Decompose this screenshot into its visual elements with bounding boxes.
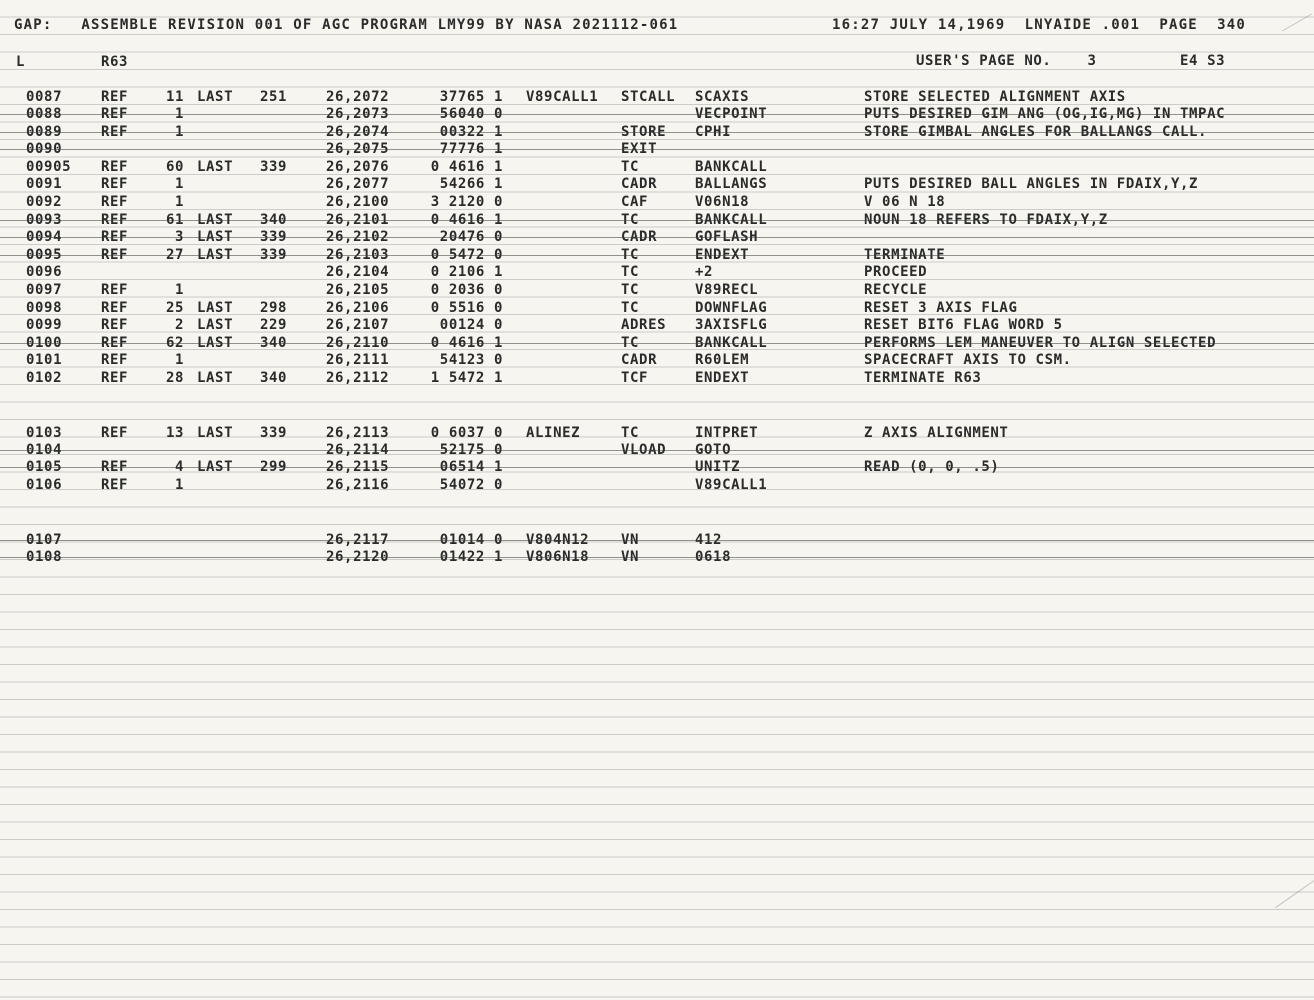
opcode: TC: [621, 300, 640, 316]
address: 26,2111: [326, 352, 390, 368]
last-page: 339: [260, 425, 288, 441]
last-page: 298: [260, 300, 288, 316]
last-flag: LAST: [197, 229, 234, 245]
header-timestamp: 16:27 JULY 14,1969 LNYAIDE .001 PAGE 340: [832, 17, 1247, 33]
listing-row: [0, 300, 1314, 317]
last-page: 299: [260, 459, 288, 475]
comment: PERFORMS LEM MANEUVER TO ALIGN SELECTED: [864, 335, 1217, 351]
comment: PUTS DESIRED GIM ANG (OG,IG,MG) IN TMPAC: [864, 106, 1226, 122]
comment: RECYCLE: [864, 282, 928, 298]
comment: NOUN 18 REFERS TO FDAIX,Y,Z: [864, 212, 1108, 228]
ref-count: 1: [174, 176, 184, 192]
opcode: STCALL: [621, 89, 676, 105]
ref-count: 2: [174, 317, 184, 333]
paper-crease: [1275, 873, 1314, 908]
last-page: 229: [260, 317, 288, 333]
ref-flag: REF: [101, 89, 129, 105]
address: 26,2100: [326, 194, 390, 210]
symbol-label: V806N18: [526, 549, 590, 565]
octal-word: 0 2106 1: [430, 264, 503, 280]
ref-flag: REF: [101, 317, 129, 333]
ref-count: 11: [165, 89, 184, 105]
address: 26,2102: [326, 229, 390, 245]
address: 26,2115: [326, 459, 390, 475]
operand: V89RECL: [695, 282, 759, 298]
line-number: 0091: [26, 176, 63, 192]
octal-word: 0 4616 1: [430, 212, 503, 228]
address: 26,2072: [326, 89, 390, 105]
listing-row: [0, 124, 1314, 141]
operand: VECPOINT: [695, 106, 768, 122]
octal-word: 0 4616 1: [430, 335, 503, 351]
opcode: VN: [621, 532, 640, 548]
octal-word: 3 2120 0: [430, 194, 503, 210]
ref-count: 1: [174, 194, 184, 210]
octal-word: 54123 0: [439, 352, 503, 368]
octal-word: 1 5472 1: [430, 370, 503, 386]
octal-word: 37765 1: [439, 89, 503, 105]
line-number: 0108: [26, 549, 63, 565]
line-number: 0105: [26, 459, 63, 475]
line-number: 0088: [26, 106, 63, 122]
address: 26,2107: [326, 317, 390, 333]
operand: R60LEM: [695, 352, 750, 368]
octal-word: 56040 0: [439, 106, 503, 122]
line-number: 0096: [26, 264, 63, 280]
listing-row: [0, 212, 1314, 229]
opcode: CADR: [621, 352, 658, 368]
line-number: 0103: [26, 425, 63, 441]
listing-row: [0, 425, 1314, 442]
routine-name: R63: [101, 54, 129, 70]
ref-count: 25: [165, 300, 184, 316]
address: 26,2101: [326, 212, 390, 228]
operand: INTPRET: [695, 425, 759, 441]
listing-row: [0, 352, 1314, 369]
comment: TERMINATE R63: [864, 370, 982, 386]
address: 26,2074: [326, 124, 390, 140]
opcode: VN: [621, 549, 640, 565]
last-flag: LAST: [197, 425, 234, 441]
listing-row: [0, 89, 1314, 106]
address: 26,2075: [326, 141, 390, 157]
last-flag: LAST: [197, 370, 234, 386]
ref-flag: REF: [101, 247, 129, 263]
last-page: 340: [260, 335, 288, 351]
listing-row: [0, 176, 1314, 193]
ref-count: 27: [165, 247, 184, 263]
opcode: VLOAD: [621, 442, 667, 458]
last-flag: LAST: [197, 335, 234, 351]
last-flag: LAST: [197, 317, 234, 333]
operand: 412: [695, 532, 723, 548]
symbol-label: ALINEZ: [526, 425, 581, 441]
operand: CPHI: [695, 124, 732, 140]
ref-count: 60: [165, 159, 184, 175]
listing-row: [0, 317, 1314, 334]
line-number: 0093: [26, 212, 63, 228]
line-number: 0101: [26, 352, 63, 368]
opcode: TC: [621, 335, 640, 351]
ref-flag: REF: [101, 477, 129, 493]
last-page: 251: [260, 89, 288, 105]
opcode: CADR: [621, 176, 658, 192]
ref-count: 1: [174, 282, 184, 298]
opcode: ADRES: [621, 317, 667, 333]
opcode: CAF: [621, 194, 649, 210]
symbol-label: V804N12: [526, 532, 590, 548]
listing-row: [0, 335, 1314, 352]
operand: UNITZ: [695, 459, 741, 475]
operand: BALLANGS: [695, 176, 768, 192]
octal-word: 54266 1: [439, 176, 503, 192]
address: 26,2113: [326, 425, 390, 441]
ref-flag: REF: [101, 124, 129, 140]
octal-word: 0 5472 0: [430, 247, 503, 263]
octal-word: 77776 1: [439, 141, 503, 157]
opcode: TC: [621, 159, 640, 175]
opcode: TC: [621, 212, 640, 228]
header-title: GAP: ASSEMBLE REVISION 001 OF AGC PROGRAM LMY99 BY NASA 2021112-061: [14, 17, 679, 33]
comment: Z AXIS ALIGNMENT: [864, 425, 1009, 441]
ref-count: 62: [165, 335, 184, 351]
ref-count: 61: [165, 212, 184, 228]
address: 26,2076: [326, 159, 390, 175]
operand: SCAXIS: [695, 89, 750, 105]
ref-flag: REF: [101, 352, 129, 368]
listing-row: [0, 247, 1314, 264]
listing-row: [0, 106, 1314, 123]
octal-word: 20476 0: [439, 229, 503, 245]
ref-flag: REF: [101, 229, 129, 245]
comment: RESET 3 AXIS FLAG: [864, 300, 1018, 316]
opcode: TC: [621, 425, 640, 441]
ref-count: 1: [174, 106, 184, 122]
address: 26,2077: [326, 176, 390, 192]
address: 26,2103: [326, 247, 390, 263]
last-page: 339: [260, 229, 288, 245]
address: 26,2105: [326, 282, 390, 298]
line-number: 0098: [26, 300, 63, 316]
opcode: CADR: [621, 229, 658, 245]
address: 26,2117: [326, 532, 390, 548]
line-number: 0100: [26, 335, 63, 351]
listing-row: [0, 370, 1314, 387]
address: 26,2120: [326, 549, 390, 565]
listing-row: [0, 442, 1314, 459]
octal-word: 0 5516 0: [430, 300, 503, 316]
listing-row: [0, 549, 1314, 566]
operand: GOFLASH: [695, 229, 759, 245]
address: 26,2110: [326, 335, 390, 351]
operand: V06N18: [695, 194, 750, 210]
address: 26,2106: [326, 300, 390, 316]
comment: PUTS DESIRED BALL ANGLES IN FDAIX,Y,Z: [864, 176, 1199, 192]
octal-word: 00124 0: [439, 317, 503, 333]
last-flag: LAST: [197, 459, 234, 475]
ref-count: 4: [174, 459, 184, 475]
octal-word: 52175 0: [439, 442, 503, 458]
octal-word: 0 4616 1: [430, 159, 503, 175]
ref-count: 28: [165, 370, 184, 386]
ref-flag: REF: [101, 335, 129, 351]
line-number: 0107: [26, 532, 63, 548]
last-page: 339: [260, 247, 288, 263]
line-number: 0097: [26, 282, 63, 298]
operand: V89CALL1: [695, 477, 768, 493]
line-number: 0104: [26, 442, 63, 458]
octal-word: 0 2036 0: [430, 282, 503, 298]
operand: BANKCALL: [695, 335, 768, 351]
last-flag: LAST: [197, 212, 234, 228]
listing-row: [0, 229, 1314, 246]
comment: TERMINATE: [864, 247, 946, 263]
line-number: 0092: [26, 194, 63, 210]
ref-flag: REF: [101, 212, 129, 228]
opcode: TC: [621, 264, 640, 280]
listing-row: [0, 159, 1314, 176]
octal-word: 06514 1: [439, 459, 503, 475]
line-number: 0089: [26, 124, 63, 140]
opcode: STORE: [621, 124, 667, 140]
operand: ENDEXT: [695, 370, 750, 386]
operand: BANKCALL: [695, 159, 768, 175]
line-number: 0102: [26, 370, 63, 386]
opcode: TCF: [621, 370, 649, 386]
user-page-number: USER'S PAGE NO. 3: [916, 53, 1097, 69]
listing-row: [0, 477, 1314, 494]
last-flag: LAST: [197, 159, 234, 175]
comment: PROCEED: [864, 264, 928, 280]
listing-row: [0, 141, 1314, 158]
ref-flag: REF: [101, 300, 129, 316]
line-number: 0106: [26, 477, 63, 493]
opcode: TC: [621, 282, 640, 298]
ref-flag: REF: [101, 459, 129, 475]
octal-word: 54072 0: [439, 477, 503, 493]
operand: BANKCALL: [695, 212, 768, 228]
page-code: E4 S3: [1180, 53, 1226, 69]
ref-flag: REF: [101, 282, 129, 298]
comment: STORE SELECTED ALIGNMENT AXIS: [864, 89, 1126, 105]
line-number: 0094: [26, 229, 63, 245]
operand: 0618: [695, 549, 732, 565]
line-number: 0087: [26, 89, 63, 105]
ref-count: 1: [174, 352, 184, 368]
listing-row: [0, 459, 1314, 476]
last-flag: LAST: [197, 89, 234, 105]
octal-word: 0 6037 0: [430, 425, 503, 441]
line-number: 0099: [26, 317, 63, 333]
operand: ENDEXT: [695, 247, 750, 263]
operand: DOWNFLAG: [695, 300, 768, 316]
ref-count: 1: [174, 477, 184, 493]
listing-row: [0, 282, 1314, 299]
address: 26,2116: [326, 477, 390, 493]
last-flag: LAST: [197, 300, 234, 316]
octal-word: 00322 1: [439, 124, 503, 140]
last-page: 340: [260, 370, 288, 386]
address: 26,2114: [326, 442, 390, 458]
ref-flag: REF: [101, 425, 129, 441]
symbol-label: V89CALL1: [526, 89, 599, 105]
ref-flag: REF: [101, 106, 129, 122]
ref-flag: REF: [101, 194, 129, 210]
comment: READ (0, 0, .5): [864, 459, 1000, 475]
address: 26,2112: [326, 370, 390, 386]
ref-count: 1: [174, 124, 184, 140]
listing-row: [0, 264, 1314, 281]
ref-flag: REF: [101, 176, 129, 192]
comment: V 06 N 18: [864, 194, 946, 210]
line-number: 00905: [26, 159, 72, 175]
listing-row: [0, 532, 1314, 549]
comment: SPACECRAFT AXIS TO CSM.: [864, 352, 1072, 368]
octal-word: 01014 0: [439, 532, 503, 548]
ref-count: 3: [174, 229, 184, 245]
paper-crease-top: [1282, 14, 1312, 32]
ref-count: 13: [165, 425, 184, 441]
operand: +2: [695, 264, 714, 280]
comment: RESET BIT6 FLAG WORD 5: [864, 317, 1063, 333]
octal-word: 01422 1: [439, 549, 503, 565]
address: 26,2073: [326, 106, 390, 122]
last-page: 340: [260, 212, 288, 228]
last-flag: LAST: [197, 247, 234, 263]
column-marker: L: [16, 54, 26, 70]
opcode: TC: [621, 247, 640, 263]
ref-flag: REF: [101, 370, 129, 386]
last-page: 339: [260, 159, 288, 175]
comment: STORE GIMBAL ANGLES FOR BALLANGS CALL.: [864, 124, 1208, 140]
operand: 3AXISFLG: [695, 317, 768, 333]
line-number: 0090: [26, 141, 63, 157]
operand: GOTO: [695, 442, 732, 458]
ref-flag: REF: [101, 159, 129, 175]
address: 26,2104: [326, 264, 390, 280]
listing-row: [0, 194, 1314, 211]
line-number: 0095: [26, 247, 63, 263]
opcode: EXIT: [621, 141, 658, 157]
